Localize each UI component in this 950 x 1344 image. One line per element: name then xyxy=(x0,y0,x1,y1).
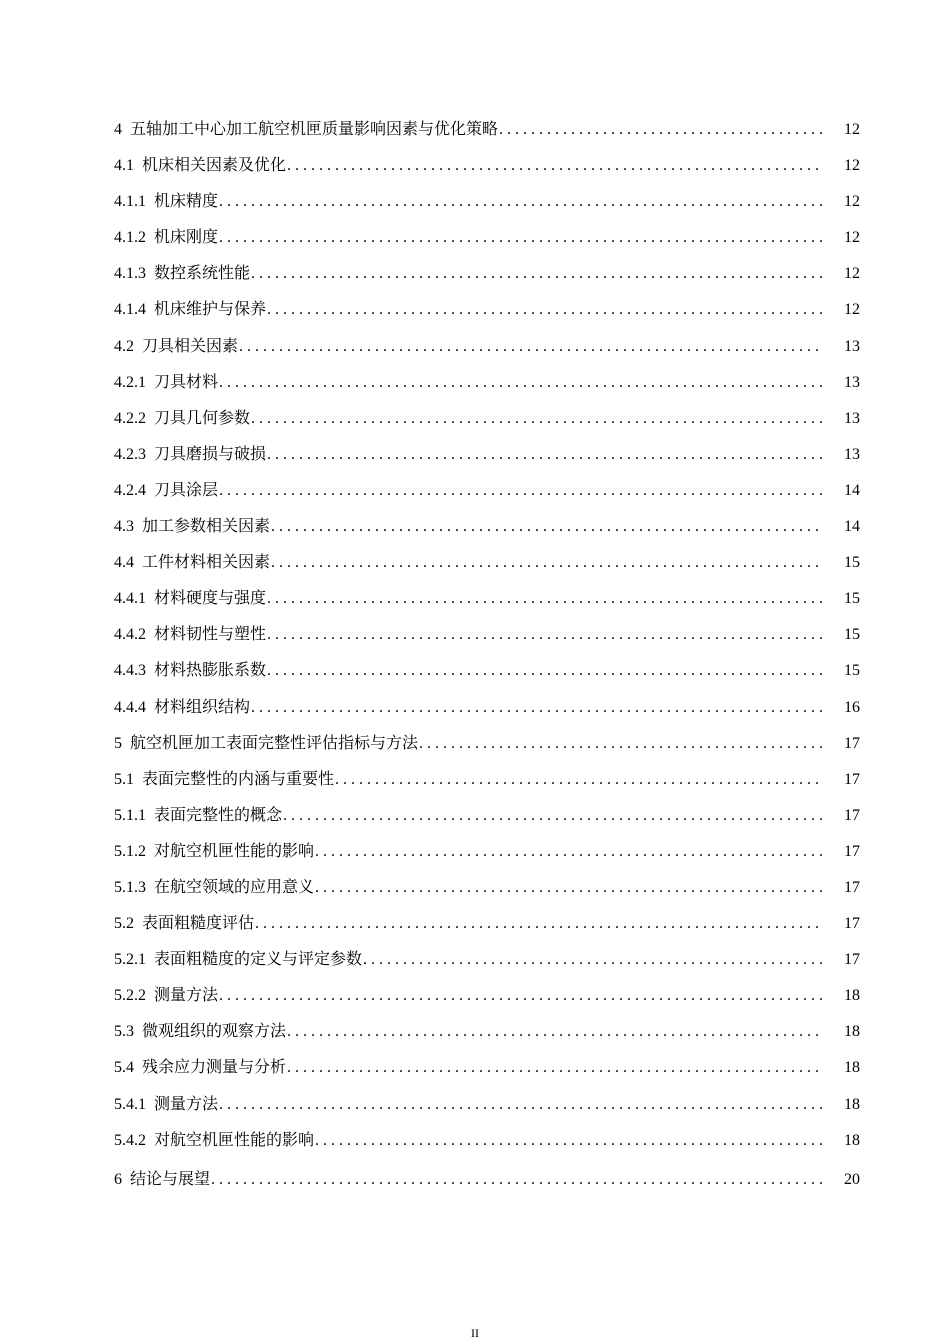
toc-entry[interactable] xyxy=(114,1094,860,1130)
toc-entry-title: 表面完整性的内涵与重要性 xyxy=(142,770,335,788)
toc-entry-title: 数控系统性能 xyxy=(154,265,251,283)
toc-entry-title: 表面完整性的概念 xyxy=(154,806,283,824)
toc-entry-number: 5.3 xyxy=(114,1023,134,1041)
toc-entry-title: 材料组织结构 xyxy=(154,698,251,716)
toc-entry[interactable] xyxy=(114,949,860,985)
toc-entry[interactable] xyxy=(114,588,860,624)
toc-entry-title: 刀具磨损与破损 xyxy=(154,445,267,463)
toc-entry[interactable] xyxy=(114,1057,860,1093)
toc-entry-title: 对航空机匣性能的影响 xyxy=(154,1131,315,1149)
toc-entry-number: 4.1.1 xyxy=(114,193,146,211)
toc-entry-page: 12 xyxy=(844,193,860,211)
toc-entry-number: 4.2.3 xyxy=(114,445,146,463)
toc-entry-page: 17 xyxy=(844,806,860,824)
toc-entry[interactable] xyxy=(114,372,860,408)
toc-entry[interactable] xyxy=(114,444,860,480)
toc-entry-title: 在航空领域的应用意义 xyxy=(154,878,315,896)
dot-leader xyxy=(287,1057,822,1079)
toc-entry-title: 表面粗糙度的定义与评定参数 xyxy=(154,951,363,969)
toc-entry-page: 17 xyxy=(844,842,860,860)
toc-entry[interactable] xyxy=(114,227,860,263)
toc-entry-number: 4.1.3 xyxy=(114,265,146,283)
dot-leader xyxy=(211,1169,822,1191)
toc-entry-number: 4.4.3 xyxy=(114,662,146,680)
toc-entry-number: 5.1.3 xyxy=(114,878,146,896)
toc-entry[interactable] xyxy=(114,1021,860,1057)
toc-entry-title: 工件材料相关因素 xyxy=(142,554,271,572)
toc-entry-page: 17 xyxy=(844,734,860,752)
toc-entry-number: 5.4.2 xyxy=(114,1131,146,1149)
dot-leader xyxy=(315,1130,822,1152)
toc-entry-title: 结论与展望 xyxy=(130,1170,211,1188)
toc-entry-title: 机床维护与保养 xyxy=(154,301,267,319)
toc-entry-number: 4.1.4 xyxy=(114,301,146,319)
toc-entry-page: 13 xyxy=(844,445,860,463)
toc-entry[interactable] xyxy=(114,624,860,660)
toc-entry-title: 残余应力测量与分析 xyxy=(142,1059,287,1077)
toc-entry-title: 机床刚度 xyxy=(154,229,219,247)
toc-entry[interactable] xyxy=(114,877,860,913)
toc-entry-title: 表面粗糙度评估 xyxy=(142,915,255,933)
page-number-footer: II xyxy=(471,1326,479,1340)
dot-leader xyxy=(267,624,822,646)
toc-entry-page: 17 xyxy=(844,951,860,969)
table-of-contents xyxy=(114,119,860,1205)
dot-leader xyxy=(219,1094,822,1116)
dot-leader xyxy=(239,336,822,358)
toc-entry-title: 机床精度 xyxy=(154,193,219,211)
toc-entry-title: 加工参数相关因素 xyxy=(142,518,271,536)
dot-leader xyxy=(219,480,822,502)
toc-entry-page: 13 xyxy=(844,409,860,427)
toc-entry-page: 17 xyxy=(844,878,860,896)
dot-leader xyxy=(335,769,822,791)
toc-entry-number: 4.4.1 xyxy=(114,590,146,608)
toc-entry[interactable] xyxy=(114,1169,860,1205)
toc-entry-page: 15 xyxy=(844,662,860,680)
dot-leader xyxy=(363,949,822,971)
dot-leader xyxy=(499,119,822,141)
toc-entry[interactable] xyxy=(114,299,860,335)
toc-entry-title: 微观组织的观察方法 xyxy=(142,1023,287,1041)
toc-entry-number: 5.4 xyxy=(114,1059,134,1077)
toc-entry-page: 15 xyxy=(844,554,860,572)
toc-entry-title: 五轴加工中心加工航空机匣质量影响因素与优化策略 xyxy=(130,121,499,138)
toc-entry[interactable] xyxy=(114,263,860,299)
toc-entry-number: 5.1 xyxy=(114,770,134,788)
toc-entry-page: 18 xyxy=(844,987,860,1005)
toc-entry-page: 17 xyxy=(844,770,860,788)
toc-entry[interactable] xyxy=(114,697,860,733)
toc-entry[interactable] xyxy=(114,913,860,949)
toc-entry-page: 14 xyxy=(844,518,860,536)
dot-leader xyxy=(219,191,822,213)
dot-leader xyxy=(267,299,822,321)
toc-entry-number: 4.3 xyxy=(114,518,134,536)
toc-entry-page: 20 xyxy=(844,1170,860,1188)
dot-leader xyxy=(315,877,822,899)
toc-entry-number: 5 xyxy=(114,734,122,752)
toc-entry-title: 航空机匣加工表面完整性评估指标与方法 xyxy=(130,734,419,752)
toc-entry-page: 12 xyxy=(844,265,860,283)
toc-entry[interactable] xyxy=(114,733,860,769)
toc-entry-title: 对航空机匣性能的影响 xyxy=(154,842,315,860)
dot-leader xyxy=(283,805,822,827)
toc-entry[interactable] xyxy=(114,155,860,191)
toc-entry-page: 18 xyxy=(844,1095,860,1113)
toc-entry[interactable] xyxy=(114,1130,860,1166)
toc-entry[interactable] xyxy=(114,119,860,155)
toc-entry-number: 4.2.2 xyxy=(114,409,146,427)
toc-entry-page: 16 xyxy=(844,698,860,716)
toc-entry[interactable] xyxy=(114,660,860,696)
toc-entry[interactable] xyxy=(114,769,860,805)
toc-entry-number: 4.2 xyxy=(114,337,134,355)
toc-entry-title: 刀具材料 xyxy=(154,373,219,391)
toc-entry-page: 12 xyxy=(844,301,860,319)
dot-leader xyxy=(219,227,822,249)
toc-entry-title: 测量方法 xyxy=(154,987,219,1005)
toc-entry-number: 5.2.1 xyxy=(114,951,146,969)
dot-leader xyxy=(267,444,822,466)
toc-entry-page: 18 xyxy=(844,1023,860,1041)
toc-entry-number: 4.4 xyxy=(114,554,134,572)
dot-leader xyxy=(267,660,822,682)
toc-entry-title: 机床相关因素及优化 xyxy=(142,157,287,175)
toc-entry-number: 4 xyxy=(114,121,122,138)
toc-entry-number: 4.1.2 xyxy=(114,229,146,247)
toc-entry-title: 测量方法 xyxy=(154,1095,219,1113)
toc-entry-number: 4.4.2 xyxy=(114,626,146,644)
toc-entry-page: 12 xyxy=(844,229,860,247)
toc-entry[interactable] xyxy=(114,191,860,227)
toc-entry-page: 18 xyxy=(844,1131,860,1149)
toc-entry-page: 17 xyxy=(844,915,860,933)
dot-leader xyxy=(251,697,822,719)
toc-entry-number: 5.4.1 xyxy=(114,1095,146,1113)
toc-entry-page: 13 xyxy=(844,337,860,355)
toc-entry-page: 12 xyxy=(844,157,860,175)
dot-leader xyxy=(267,588,822,610)
toc-entry-title: 刀具涂层 xyxy=(154,481,219,499)
toc-entry-title: 刀具几何参数 xyxy=(154,409,251,427)
toc-entry-page: 13 xyxy=(844,373,860,391)
toc-entry-number: 5.2 xyxy=(114,915,134,933)
dot-leader xyxy=(271,552,822,574)
dot-leader xyxy=(287,155,822,177)
toc-entry[interactable] xyxy=(114,336,860,372)
toc-entry-page: 15 xyxy=(844,626,860,644)
toc-entry[interactable] xyxy=(114,805,860,841)
toc-entry[interactable] xyxy=(114,552,860,588)
toc-entry-page: 18 xyxy=(844,1059,860,1077)
toc-entry-number: 4.1 xyxy=(114,157,134,175)
toc-entry[interactable] xyxy=(114,985,860,1021)
toc-entry[interactable] xyxy=(114,841,860,877)
toc-entry[interactable] xyxy=(114,516,860,552)
dot-leader xyxy=(255,913,822,935)
toc-entry-number: 6 xyxy=(114,1170,122,1188)
dot-leader xyxy=(287,1021,822,1043)
toc-entry-page: 12 xyxy=(844,121,860,138)
toc-entry-title: 材料热膨胀系数 xyxy=(154,662,267,680)
toc-entry-number: 4.2.4 xyxy=(114,481,146,499)
dot-leader xyxy=(419,733,822,755)
toc-entry-title: 材料硬度与强度 xyxy=(154,590,267,608)
dot-leader xyxy=(219,372,822,394)
toc-entry-title: 刀具相关因素 xyxy=(142,337,239,355)
toc-entry-page: 14 xyxy=(844,481,860,499)
toc-entry-number: 5.2.2 xyxy=(114,987,146,1005)
toc-entry-number: 4.2.1 xyxy=(114,373,146,391)
toc-entry-number: 5.1.2 xyxy=(114,842,146,860)
toc-entry-title: 材料韧性与塑性 xyxy=(154,626,267,644)
dot-leader xyxy=(251,263,822,285)
dot-leader xyxy=(315,841,822,863)
dot-leader xyxy=(271,516,822,538)
dot-leader xyxy=(251,408,822,430)
dot-leader xyxy=(219,985,822,1007)
toc-entry-number: 4.4.4 xyxy=(114,698,146,716)
toc-entry[interactable] xyxy=(114,408,860,444)
toc-entry[interactable] xyxy=(114,480,860,516)
toc-entry-number: 5.1.1 xyxy=(114,806,146,824)
toc-entry-page: 15 xyxy=(844,590,860,608)
